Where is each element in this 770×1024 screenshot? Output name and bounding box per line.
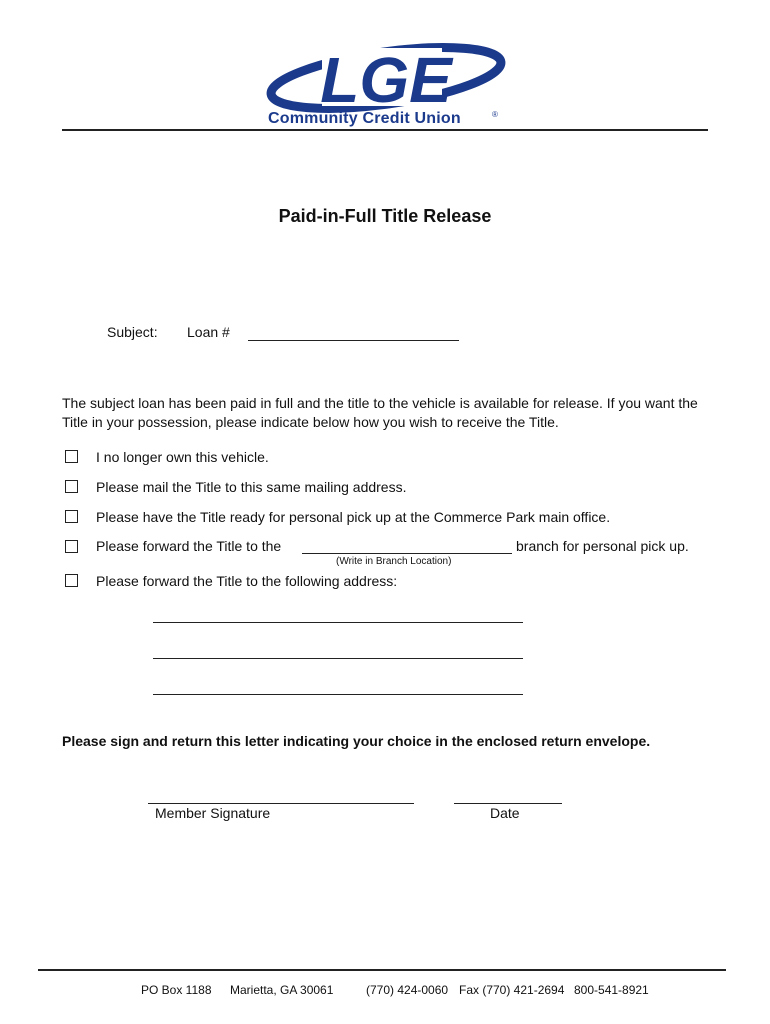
option-label-forward-address: Please forward the Title to the following address: <box>96 573 398 589</box>
option-checkbox-no-longer-own[interactable] <box>65 450 78 463</box>
member-signature-field[interactable] <box>148 803 414 804</box>
option-label-branch: Please forward the Title to the <box>96 538 282 554</box>
address-line-2-field[interactable] <box>153 658 523 659</box>
footer-city: Marietta, GA 30061 <box>230 983 334 997</box>
page-title: Paid-in-Full Title Release <box>278 206 492 226</box>
registered-mark: ® <box>492 110 498 119</box>
return-instruction: Please sign and return this letter indicating your choice in the enclosed return envelope. <box>62 733 651 749</box>
option-checkbox-branch[interactable] <box>65 540 78 553</box>
option-label-pickup-main: Please have the Title ready for personal pick up at the Commerce Park main office. <box>96 509 611 525</box>
date-label: Date <box>490 805 520 821</box>
option-checkbox-pickup-main[interactable] <box>65 510 78 523</box>
footer-fax: Fax (770) 421-2694 <box>459 983 565 997</box>
intro-paragraph: The subject loan has been paid in full and the title to the vehicle is available for release. If you want the Title in your possession, please indicate below how you wish to receive the Title. <box>62 395 698 430</box>
member-signature-label: Member Signature <box>155 805 271 821</box>
option-checkbox-forward-address[interactable] <box>65 574 78 587</box>
footer-po-box: PO Box 1188 <box>141 983 212 997</box>
branch-location-field[interactable] <box>302 553 512 554</box>
branch-suffix: branch for personal pick up. <box>516 538 689 554</box>
footer-toll-free: 800-541-8921 <box>574 983 649 997</box>
loan-number-field[interactable] <box>248 340 459 341</box>
header-rule <box>62 129 708 131</box>
footer-rule <box>38 969 726 971</box>
address-line-3-field[interactable] <box>153 694 523 695</box>
footer-phone: (770) 424-0060 <box>366 983 449 997</box>
option-label-mail: Please mail the Title to this same mailing address. <box>96 479 407 495</box>
loan-label: Loan # <box>187 324 230 340</box>
option-label-no-longer-own: I no longer own this vehicle. <box>96 449 269 465</box>
date-field[interactable] <box>454 803 562 804</box>
option-checkbox-mail[interactable] <box>65 480 78 493</box>
address-line-1-field[interactable] <box>153 622 523 623</box>
org-name: Community Credit Union <box>268 110 461 127</box>
branch-hint: (Write in Branch Location) <box>336 556 452 567</box>
subject-label: Subject: <box>107 324 158 340</box>
logo-lettering: LGE <box>320 44 452 116</box>
